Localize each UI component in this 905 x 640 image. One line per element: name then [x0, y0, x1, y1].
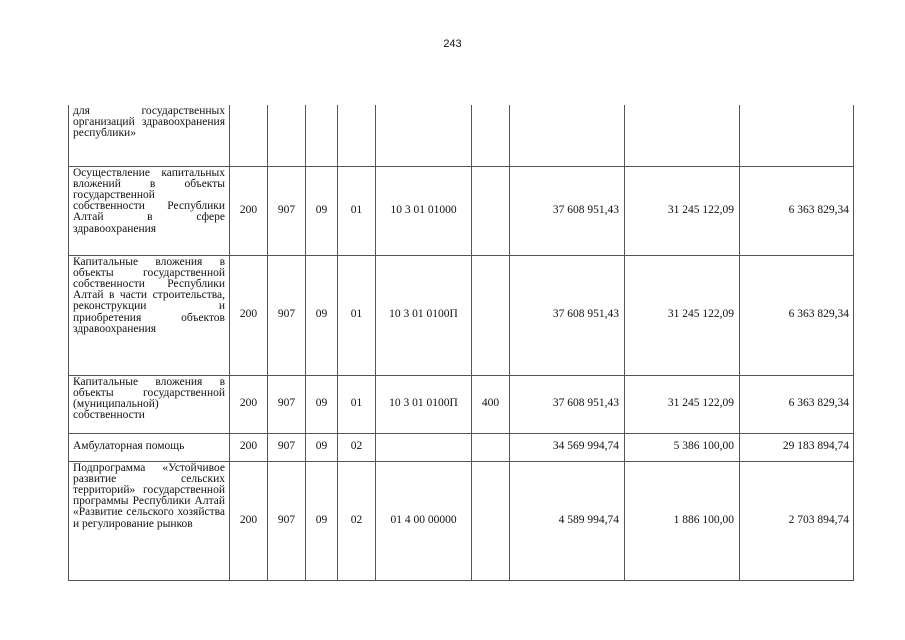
sum-year3-cell: 6 363 829,34 — [740, 255, 854, 375]
budget-table — [68, 105, 854, 581]
sum-year1-cell: 37 608 951,43 — [510, 255, 625, 375]
row-description: Осуществление капитальных вложений в объекты государственной собственности Республики Алтай в сфере здравоохранения — [69, 166, 230, 255]
subsection-cell — [338, 105, 376, 166]
row-description: Капитальные вложения в объекты государственной собственности Республики Алтай в части строительства, реконструкции и приобретения объектов здравоохранения — [69, 255, 230, 375]
subsection-cell: 01 — [338, 255, 376, 375]
section-cell: 09 — [306, 255, 338, 375]
section-cell — [306, 105, 338, 166]
sum-year2-cell: 31 245 122,09 — [625, 375, 740, 433]
sum-year1-cell: 37 608 951,43 — [510, 375, 625, 433]
section-cell: 09 — [306, 461, 338, 580]
admin-cell: 200 — [230, 375, 268, 433]
section-cell: 09 — [306, 433, 338, 461]
sum-year1-cell — [510, 105, 625, 166]
chapter-cell: 907 — [268, 433, 306, 461]
sum-year3-cell — [740, 105, 854, 166]
expense-type-cell — [472, 255, 510, 375]
row-description: Подпрограмма «Устойчивое развитие сельских территорий» государственной программы Республики Алтай «Развитие сельского хозяйства и регулирование рынков — [69, 461, 230, 580]
expense-type-cell — [472, 433, 510, 461]
sum-year3-cell: 6 363 829,34 — [740, 166, 854, 255]
table-row — [69, 255, 854, 375]
table-row — [69, 461, 854, 580]
row-description: Амбулаторная помощь — [69, 433, 230, 461]
expense-type-cell — [472, 105, 510, 166]
target-article-cell — [376, 105, 472, 166]
table-row — [69, 375, 854, 433]
admin-cell: 200 — [230, 461, 268, 580]
subsection-cell: 02 — [338, 461, 376, 580]
section-cell: 09 — [306, 166, 338, 255]
chapter-cell: 907 — [268, 166, 306, 255]
sum-year3-cell: 29 183 894,74 — [740, 433, 854, 461]
chapter-cell — [268, 105, 306, 166]
sum-year1-cell: 34 569 994,74 — [510, 433, 625, 461]
expense-type-cell — [472, 166, 510, 255]
sum-year2-cell — [625, 105, 740, 166]
chapter-cell: 907 — [268, 255, 306, 375]
target-article-cell — [376, 433, 472, 461]
sum-year2-cell: 5 386 100,00 — [625, 433, 740, 461]
subsection-cell: 01 — [338, 375, 376, 433]
table-row — [69, 105, 854, 166]
sum-year1-cell: 4 589 994,74 — [510, 461, 625, 580]
sum-year2-cell: 31 245 122,09 — [625, 255, 740, 375]
target-article-cell: 10 3 01 01000 — [376, 166, 472, 255]
subsection-cell: 02 — [338, 433, 376, 461]
admin-cell: 200 — [230, 166, 268, 255]
target-article-cell: 01 4 00 00000 — [376, 461, 472, 580]
sum-year2-cell: 31 245 122,09 — [625, 166, 740, 255]
target-article-cell: 10 3 01 0100П — [376, 255, 472, 375]
admin-cell — [230, 105, 268, 166]
sum-year3-cell: 2 703 894,74 — [740, 461, 854, 580]
sum-year3-cell: 6 363 829,34 — [740, 375, 854, 433]
chapter-cell: 907 — [268, 461, 306, 580]
table-row — [69, 433, 854, 461]
admin-cell: 200 — [230, 255, 268, 375]
row-description: Капитальные вложения в объекты государственной (муниципальной) собственности — [69, 375, 230, 433]
table-row — [69, 166, 854, 255]
target-article-cell: 10 3 01 0100П — [376, 375, 472, 433]
sum-year2-cell: 1 886 100,00 — [625, 461, 740, 580]
row-description: для государственных организаций здравоохранения республики» — [69, 105, 230, 166]
section-cell: 09 — [306, 375, 338, 433]
page-number: 243 — [443, 38, 462, 50]
chapter-cell: 907 — [268, 375, 306, 433]
admin-cell: 200 — [230, 433, 268, 461]
expense-type-cell — [472, 461, 510, 580]
subsection-cell: 01 — [338, 166, 376, 255]
expense-type-cell: 400 — [472, 375, 510, 433]
sum-year1-cell: 37 608 951,43 — [510, 166, 625, 255]
